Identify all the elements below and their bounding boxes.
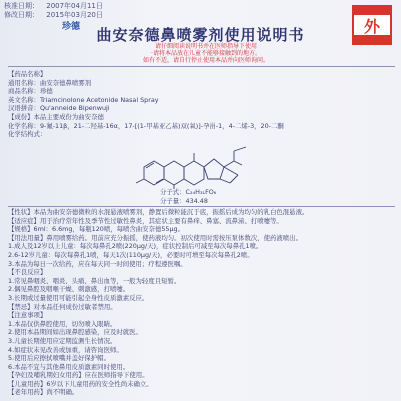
info-line: 汉语拼音：Qu'anneide Bipenwuji [8, 104, 110, 113]
brand-name: 珍德 [62, 22, 81, 32]
chemical-structure-image [130, 137, 262, 189]
info-line: 商品名称：珍德 [8, 87, 53, 96]
body-line: 【孕妇及哺乳期妇女用药】应在医师指导下使用。 [8, 371, 149, 380]
molecular-formula: 分子式：C₂₄H₃₁FO₆ [160, 188, 217, 196]
info-line: 通用名称：曲安奈德鼻喷雾剂 [8, 78, 92, 87]
info-line: 化学名称：9-氟-11β，21-二羟基-16α，17-[(1-甲基亚乙基)双(氧)]-孕甾-1，4-二烯-3，20-二酮 [8, 121, 284, 130]
info-line: 英文名称：Triamcinolone Acetonide Nasal Spray [8, 95, 159, 104]
revise-date-label: 修改日期： [4, 11, 39, 19]
drug-info-section [8, 70, 395, 139]
logo-char: 外 [363, 17, 381, 36]
body-line: 1.常见鼻咽炎、咽炎、头痛、鼻出血等，一般为轻度且短暂。 [8, 276, 181, 285]
divider [8, 66, 395, 67]
warning-line: ·请将本品放在儿童不能够接触到的地方。 [151, 50, 261, 57]
body-line: 3.长期或过量使用可能引起全身性皮质激素反应。 [8, 293, 149, 302]
info-line: 化学结构式： [8, 130, 47, 139]
revise-date: 2015年03月20日 [46, 11, 103, 19]
approve-date-label: 核准日期： [4, 2, 39, 10]
warning-line: 请仔细阅读说明书并在医师指导下使用 [154, 43, 257, 50]
body-line: 3.儿童长期使用应定期监测生长情况。 [8, 336, 117, 345]
body-line: 【适应症】用于治疗常年性及季节性过敏性鼻炎，其症状主要有鼻痒、鼻塞、流鼻涕、打喷嚏等。 [8, 216, 283, 225]
body-line: 【性状】本品为曲安奈德微粒的水混悬液喷雾剂，静置后微粒能沉于底，振摇后成为均匀的乳白色混悬液。 [8, 208, 309, 216]
formula-block [160, 188, 216, 205]
body-line: 2.偶见鼻腔及咽喉干燥、刺激感，打喷嚏。 [8, 285, 130, 294]
body-line: 【用法用量】鼻用喷雾给药。用前应充分振摇，使药液均匀。初次使用时需按压泵体数次，使药液喷出。 [8, 233, 302, 242]
body-line: 1.本品仅供鼻腔使用，切勿喷入眼睛。 [8, 319, 117, 328]
body-line: 【老年用药】尚不明确。 [8, 388, 79, 397]
warning-block [86, 43, 326, 64]
page-title: 曲安奈德鼻喷雾剂使用说明书 [96, 26, 305, 44]
body-section [8, 208, 395, 397]
body-line: 2.6-12岁儿童：每次每鼻孔1喷，每天1次(110μg/天)，必要时可增至每次每鼻孔2喷。 [8, 250, 254, 259]
body-line: 3.本品为每日一次给药，应在每天同一时间使用；疗程遵医嘱。 [8, 259, 187, 268]
dates-block [4, 2, 103, 20]
info-line: 【药品名称】 [8, 70, 47, 78]
info-line: 【成份】本品主要成份为曲安奈德 [8, 112, 104, 121]
body-line: 【规格】6ml：6.6mg，每瓶120喷，每喷含曲安奈德55μg。 [8, 225, 184, 234]
body-line: 【注意事项】 [8, 311, 47, 320]
approve-date: 2007年04月11日 [46, 2, 103, 10]
body-line: 2.使用本品期间如出现鼻腔感染，应及时就医。 [8, 328, 142, 337]
body-line: 【禁忌】对本品任何成份过敏者禁用。 [8, 302, 117, 311]
body-line: 4.如症状未见改善或加重，请咨询医师。 [8, 345, 123, 354]
body-line: 【不良反应】 [8, 268, 47, 277]
body-line: 5.使用后应擦拭喷嘴并盖好保护帽。 [8, 354, 110, 363]
body-line: 【儿童用药】6岁以下儿童用药的安全性尚未确立。 [8, 379, 153, 388]
divider [8, 206, 395, 207]
body-line: 1.成人及12岁以上儿童：每次每鼻孔2喷(220μg/天)，症状控制后可减至每次每鼻孔1喷。 [8, 242, 263, 251]
molecular-weight: 分子量：434.48 [160, 196, 208, 205]
body-line: 6.本品不宜与其他鼻用皮质激素同时使用。 [8, 362, 130, 371]
warning-line: 如有不适，请自行停止使用本品并向医师询问。 [142, 57, 269, 64]
